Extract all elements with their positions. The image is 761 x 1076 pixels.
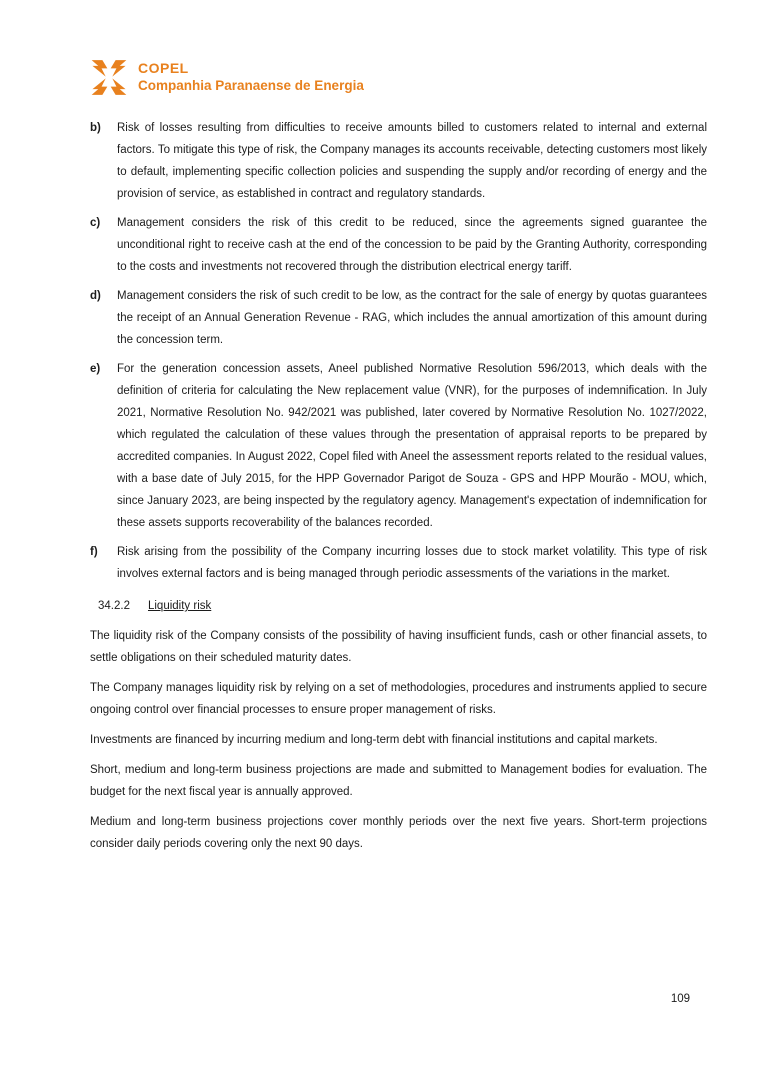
paragraph: Medium and long-term business projections cover monthly periods over the next five years. Short-term projections consider daily periods covering only the next 90 days. bbox=[90, 816, 707, 850]
list-item-text: Risk of losses resulting from difficulties to receive amounts billed to customers related to internal and external factors. To mitigate this type of risk, the Company manages its accounts receivable, detecting customers most likely to default, implementing specific collection policies and suspending the supply and/or recording of energy and the provision of service, as established in contract and regulatory standards. bbox=[117, 122, 707, 200]
logo-text-block bbox=[138, 57, 364, 94]
paragraph: Short, medium and long-term business projections are made and submitted to Management bodies for evaluation. The budget for the next fiscal year is annually approved. bbox=[90, 764, 707, 798]
paragraph: The liquidity risk of the Company consists of the possibility of having insufficient funds, cash or other financial assets, to settle obligations on their scheduled maturity dates. bbox=[90, 630, 707, 664]
list-item-label: c) bbox=[90, 217, 101, 229]
list-item-label: f) bbox=[90, 546, 98, 558]
paragraph: Investments are financed by incurring medium and long-term debt with financial institutions and capital markets. bbox=[90, 734, 658, 746]
copel-logo-icon bbox=[90, 59, 128, 96]
list-item-d bbox=[90, 285, 707, 351]
logo-subtitle: Companhia Paranaense de Energia bbox=[138, 78, 364, 93]
paragraph: The Company manages liquidity risk by relying on a set of methodologies, procedures and instruments applied to secure ongoing control over financial processes to ensure proper management of risks. bbox=[90, 682, 707, 716]
list-item-label: d) bbox=[90, 290, 101, 302]
list-item-label: b) bbox=[90, 122, 101, 134]
list-item-text: Management considers the risk of such credit to be low, as the contract for the sale of energy by quotas guarantees the receipt of an Annual Generation Revenue - RAG, which includes the annual amortization of this amount during the concession term. bbox=[117, 290, 707, 346]
list-item-label: e) bbox=[90, 363, 101, 375]
logo-title: COPEL bbox=[138, 60, 189, 76]
list-item-e bbox=[90, 358, 707, 534]
list-item-f bbox=[90, 541, 707, 585]
section-number: 34.2.2 bbox=[98, 600, 130, 612]
list-item-text: Risk arising from the possibility of the Company incurring losses due to stock market volatility. This type of risk involves external factors and is being managed through periodic assessments of the variations in the market. bbox=[117, 546, 707, 580]
list-item-text: For the generation concession assets, Aneel published Normative Resolution 596/2013, which deals with the definition of criteria for calculating the New replacement value (VNR), for the purposes of indemnification. In July 2021, Normative Resolution No. 942/2021 was published, later covered by Normative Resolution No. 1027/2022, which regulated the calculation of these values through the presentation of appraisal reports to be prepared by accredited companies. In August 2022, Copel filed with Aneel the assessment reports related to the residual values, with a base date of July 2015, for the HPP Governador Parigot de Souza - GPS and HPP Mourão - MOU, which, since January 2023, are being inspected by the regulatory agency. Management's expectation of indemnification for these assets supports recoverability of the balances recorded. bbox=[117, 363, 707, 529]
list-item-b bbox=[90, 117, 707, 205]
header-logo bbox=[90, 57, 364, 96]
page-number: 109 bbox=[670, 993, 690, 1005]
section-title: Liquidity risk bbox=[147, 600, 212, 612]
document-body bbox=[90, 117, 707, 863]
list-item-c bbox=[90, 212, 707, 278]
list-item-text: Management considers the risk of this credit to be reduced, since the agreements signed guarantee the unconditional right to receive cash at the end of the concession to be paid by the Granting Authority, corresponding to the costs and investments not recovered through the distribution electrical energy tariff. bbox=[117, 217, 707, 273]
section-heading bbox=[98, 595, 707, 617]
